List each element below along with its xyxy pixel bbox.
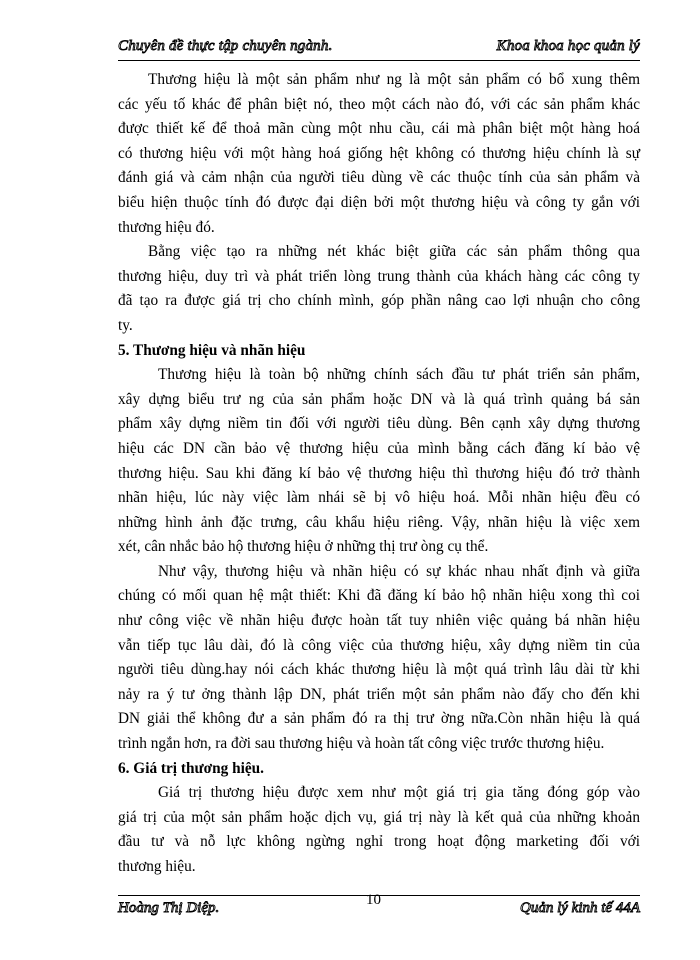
paragraph [118,363,640,560]
text-line: như công việc về nhãn hiệu được hoàn tất tuy nhiên việc quảng bá nhãn hiệu [118,612,640,630]
text-line: Thương hiệu là một sản phẩm như ng là một sản phẩm có bổ xung thêm [148,71,640,88]
text-line: Bằng việc tạo ra những nét khác biệt giữa các sản phẩm thông qua [148,243,640,261]
text-line: vẫn tiếp tục lâu dài, đó là công việc của thương hiệu, xây dựng niềm tin của [118,636,640,654]
section-heading: 6. Giá trị thương hiệu. [118,759,264,777]
text-line: được thiết kế để thoả mãn cùng một nhu cầu, cái mà phân biệt một hàng hoá [118,120,640,138]
paragraph [118,68,640,240]
text-line: thương hiệu đó. [118,218,215,236]
text-line: trình ngắn hơn, ra đời sau thương hiệu và hoàn tất công việc trước thương hiệu. [118,735,605,753]
text-line: xây dựng biểu trư ng của sản phẩm hoặc DN và là quá trình quảng bá sản [118,390,640,408]
text-line: nảy ra ý tư ởng thành lập DN, phát triển một sản phẩm nào đấy cho đến khi [118,685,640,703]
text-line: thương hiệu, duy trì và phát triển lòng trung thành của khách hàng các công ty [118,267,640,285]
text-line: thương hiệu. [118,858,196,875]
page-footer [118,892,640,922]
footer-author: Hoàng Thị Diệp. [118,900,220,916]
text-line: Giá trị thương hiệu được xem như một giá trị gia tăng đóng góp vào [158,784,640,802]
text-line: đầu tư và nỗ lực không ngừng nghỉ trong hoạt động marketing đối với [118,833,640,851]
header-right: Khoa khoa học quản lý [496,38,640,54]
text-line: có thương hiệu với một hàng hoá giống hệt không có thương hiệu chính là sự [118,144,640,162]
page-number: 10 [366,892,381,908]
text-line: phẩm xây dựng niềm tin đối với người tiêu dùng. Bên cạnh xây dựng thương [118,415,640,433]
text-line: xét, cân nhắc bảo hộ thương hiệu ở những thị trư òng cụ thể. [118,538,489,556]
document-body [118,68,640,880]
header-left: Chuyên đề thực tập chuyên ngành. [118,38,333,54]
text-line: đã tạo ra được giá trị cho chính mình, góp phần nâng cao lợi nhuận cho công [118,292,640,310]
text-line: người tiêu dùng.hay nói cách khác thương hiệu là một quá trình lâu dài từ khi [118,661,640,679]
section-heading: 5. Thương hiệu và nhãn hiệu [118,341,306,359]
text-line: Thương hiệu là toàn bộ những chính sách đầu tư phát triển sản phẩm, [158,366,640,384]
footer-class: Quản lý kinh tế 44A [520,900,640,916]
page-header [118,34,640,61]
text-line: ty. [118,316,133,334]
paragraph [118,560,640,757]
text-line: giá trị của một sản phẩm hoặc dịch vụ, giá trị này là kết quả của những khoản [118,808,640,826]
paragraph [118,240,640,338]
paragraph [118,781,640,879]
text-line: nhãn hiệu, lúc này việc làm nhái sẽ bị vô hiệu hoá. Mỗi nhãn hiệu đều có [118,489,640,507]
text-line: chúng có mối quan hệ mật thiết: Khi đã đăng kí bảo hộ nhãn hiệu xong thì coi [118,587,640,605]
text-line: các yếu tố khác để phân biệt nó, theo một cách nào đó, với các sản phẩm khác [118,95,640,113]
text-line: DN giải thể không đư a sản phẩm đó ra thị trư ờng nữa.Còn nhãn hiệu là quá [118,710,640,728]
text-line: Như vậy, thương hiệu và nhãn hiệu có sự khác nhau nhất định và giữa [158,562,640,580]
text-line: thương hiệu. Sau khi đăng kí bảo vệ thương hiệu thì thương hiệu đó trở thành [118,464,640,482]
text-line: những hình ảnh đặc trưng, câu khẩu hiệu riêng. Vậy, nhãn hiệu là việc xem [118,513,640,531]
text-line: hiệu các DN cần bảo vệ thương hiệu của mình bằng cách đăng kí bảo vệ [118,439,640,457]
text-line: biểu hiện thuộc tính đó được đại diện bởi một thương hiệu và công ty gắn với [118,193,640,211]
text-line: đánh giá và cảm nhận của người tiêu dùng về các thuộc tính của sản phẩm và [118,169,640,187]
